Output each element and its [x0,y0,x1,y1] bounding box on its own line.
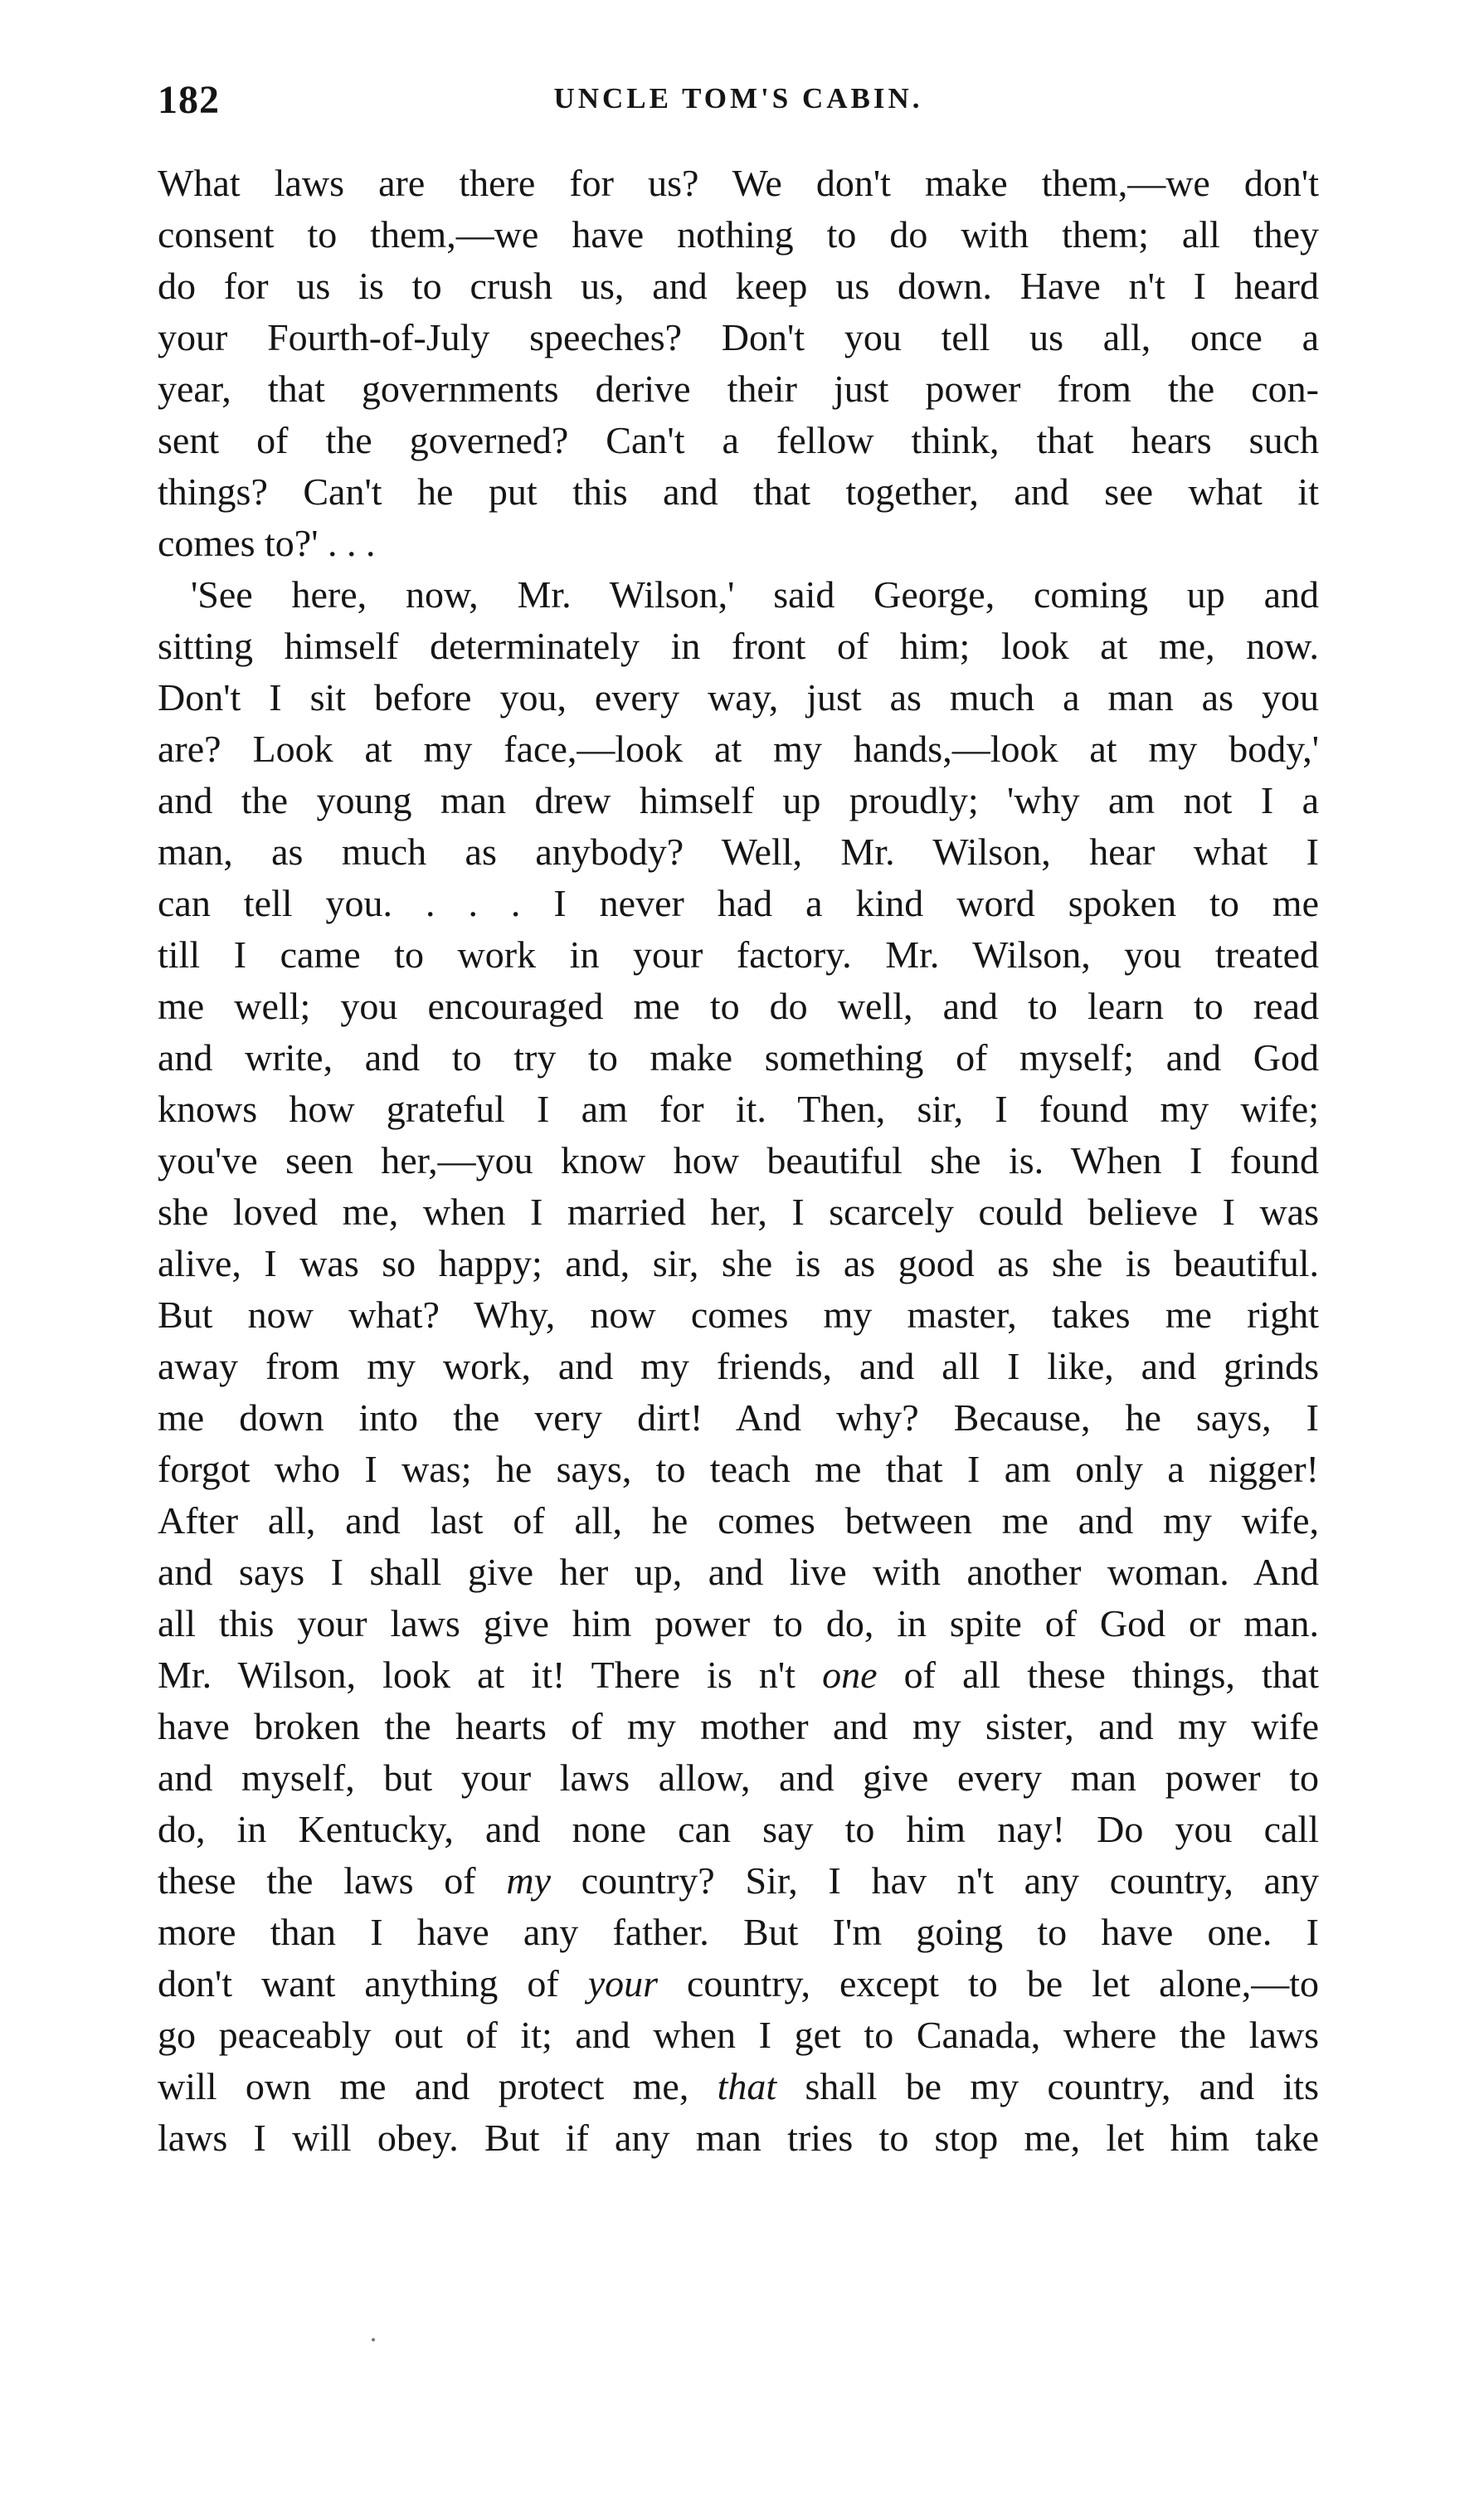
italic-emphasis: that [717,2065,777,2107]
text-line: 'See here, now, Mr. Wilson,' said George, coming up and [191,573,1319,616]
text-line [158,1649,1319,1701]
text-line: After all, and last of all, he comes between me and my wife, [158,1499,1319,1542]
text-line: me down into the very dirt! And why? Because, he says, I [158,1396,1319,1439]
running-head [158,71,1319,137]
text-line: more than I have any father. But I'm going to have one. I [158,1911,1319,1953]
text-line: forgot who I was; he says, to teach me that I am only a nigger! [158,1448,1319,1490]
text-line: man, as much as anybody? Well, Mr. Wilson, hear what I [158,831,1319,873]
text-line: go peaceably out of it; and when I get to Canada, where the laws [158,2014,1319,2056]
italic-emphasis: my [506,1859,552,1902]
text-line: are? Look at my face,—look at my hands,—look at my body,' [158,728,1319,770]
text-line: knows how grateful I am for it. Then, sir, I found my wife; [158,1088,1319,1130]
text-line: laws I will obey. But if any man tries to stop me, let him take [158,2117,1319,2159]
text-line [158,1958,1319,2010]
text-line: sitting himself determinately in front of him; look at me, now. [158,625,1319,667]
text-line: all this your laws give him power to do, in spite of God or man. [158,1602,1319,1644]
text-fragment: of all these things, that [877,1654,1319,1696]
text-fragment: don't want anything of [158,1962,588,2005]
text-line: me well; you encouraged me to do well, and to learn to read [158,985,1319,1027]
text-line: till I came to work in your factory. Mr. Wilson, you treated [158,933,1319,976]
text-line: Don't I sit before you, every way, just as much a man as you [158,676,1319,719]
text-fragment: will own me and protect me, [158,2065,718,2107]
text-line: do, in Kentucky, and none can say to him nay! Do you call [158,1808,1319,1850]
text-line: alive, I was so happy; and, sir, she is as good as she is beautiful. [158,1242,1319,1284]
text-line: your Fourth-of-July speeches? Don't you tell us all, once a [158,316,1319,358]
text-line: comes to?' . . . [158,522,376,564]
text-line: consent to them,—we have nothing to do with them; all they [158,213,1319,256]
page-number: 182 [158,78,220,122]
body-text [158,158,1319,2265]
italic-emphasis: one [822,1654,878,1696]
text-fragment: Mr. Wilson, look at it! There is n't [158,1654,823,1696]
text-line: and myself, but your laws allow, and give every man power to [158,1756,1319,1799]
text-line: away from my work, and my friends, and all I like, and grinds [158,1345,1319,1387]
text-line: and says I shall give her up, and live with another woman. And [158,1551,1319,1593]
text-line [158,2061,1319,2112]
text-line: do for us is to crush us, and keep us down. Have n't I heard [158,265,1319,307]
text-line: and the young man drew himself up proudly; 'why am not I a [158,779,1319,821]
text-fragment: shall be my country, and its [776,2065,1319,2107]
text-line: What laws are there for us? We don't make them,—we don't [158,162,1319,204]
text-line: things? Can't he put this and that together, and see what it [158,470,1319,513]
text-line [158,1855,1319,1907]
text-fragment: country? Sir, I hav n't any country, any [551,1859,1319,1902]
text-line: sent of the governed? Can't a fellow think, that hears such [158,419,1319,461]
text-line: But now what? Why, now comes my master, takes me right [158,1293,1319,1336]
text-line: you've seen her,—you know how beautiful she is. When I found [158,1139,1319,1181]
text-fragment: these the laws of [158,1859,507,1902]
text-fragment: country, except to be let alone,—to [658,1962,1319,2005]
ink-speck [372,2338,375,2341]
text-line: year, that governments derive their just power from the con- [158,368,1319,410]
text-line: can tell you. . . . I never had a kind word spoken to me [158,882,1319,924]
text-line: and write, and to try to make something of myself; and God [158,1036,1319,1079]
text-line: have broken the hearts of my mother and my sister, and my wife [158,1705,1319,1747]
italic-emphasis: your [587,1962,659,2005]
running-title: UNCLE TOM'S CABIN. [553,82,923,114]
text-line: she loved me, when I married her, I scarcely could believe I was [158,1191,1319,1233]
